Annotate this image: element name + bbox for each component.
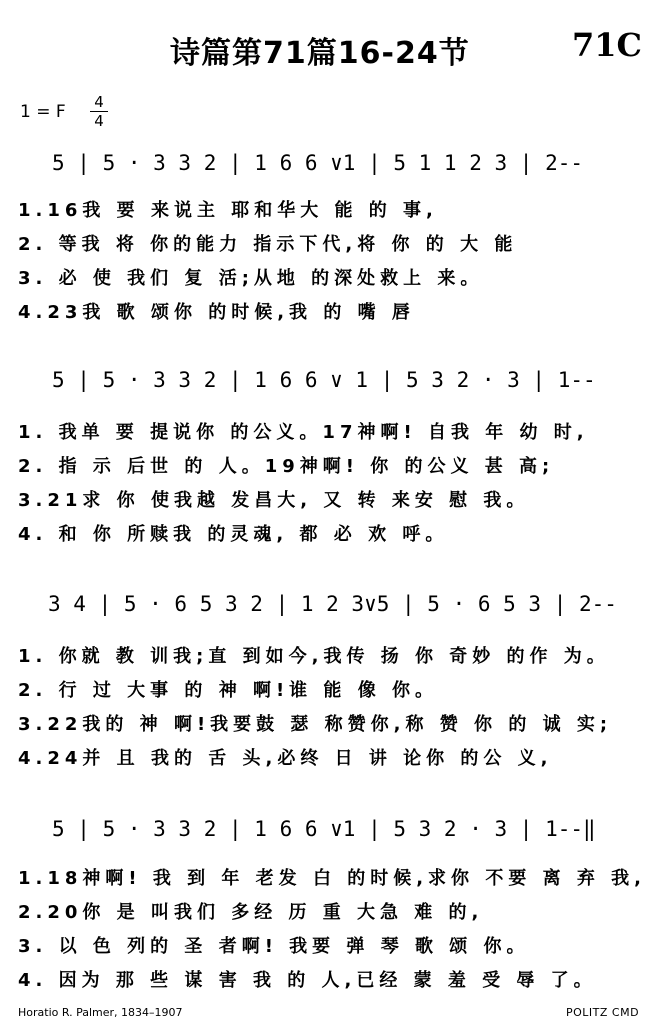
publisher-credit: POLITZ CMD: [566, 1006, 640, 1019]
key-signature: 1 = F: [20, 102, 66, 122]
lyric-line-3-1: 1. 你就 教 训我;直 到如今,我传 扬 你 奇妙 的作 为。: [18, 646, 610, 667]
lyric-line-4-2: 2.20你 是 叫我们 多经 历 重 大急 难 的,: [18, 902, 484, 923]
lyric-line-2-2: 2. 指 示 后世 的 人。19神啊! 你 的公义 甚 高;: [18, 456, 555, 477]
lyric-line-1-1: 1.16我 要 来说主 耶和华大 能 的 事,: [18, 200, 438, 221]
lyric-line-4-4: 4. 因为 那 些 谋 害 我 的 人,已经 蒙 羞 受 辱 了。: [18, 970, 597, 991]
notation-line-1: 5 | 5 · 3 3 2 | 1 6 6 ∨1 | 5 1 1 2 3 | 2--: [52, 151, 584, 175]
lyric-line-2-3: 3.21求 你 使我越 发昌大, 又 转 来安 慰 我。: [18, 490, 530, 511]
lyric-line-4-1: 1.18神啊! 我 到 年 老发 白 的时候,求你 不要 离 弃 我,: [18, 868, 646, 889]
hymn-title: 诗篇第71篇16-24节: [170, 36, 470, 71]
lyric-line-3-4: 4.24并 且 我的 舌 头,必终 日 讲 论你 的公 义,: [18, 748, 553, 769]
time-signature-top: 4: [94, 93, 104, 111]
lyric-line-2-1: 1. 我单 要 提说你 的公义。17神啊! 自我 年 幼 时,: [18, 422, 589, 443]
lyric-line-2-4: 4. 和 你 所赎我 的灵魂, 都 必 欢 呼。: [18, 524, 449, 545]
lyric-line-1-3: 3. 必 使 我们 复 活;从地 的深处救上 来。: [18, 268, 484, 289]
lyric-line-4-3: 3. 以 色 列的 圣 者啊! 我要 弹 琴 歌 颂 你。: [18, 936, 530, 957]
hymn-number: 71C: [572, 26, 642, 64]
lyric-line-1-2: 2. 等我 将 你的能力 指示下代,将 你 的 大 能: [18, 234, 518, 255]
notation-line-2: 5 | 5 · 3 3 2 | 1 6 6 ∨ 1 | 5 3 2 · 3 | 1--: [52, 368, 596, 392]
notation-line-4: 5 | 5 · 3 3 2 | 1 6 6 ∨1 | 5 3 2 · 3 | 1--‖: [52, 817, 596, 841]
notation-line-3: 3 4 | 5 · 6 5 3 2 | 1 2 3∨5 | 5 · 6 5 3 | 2--: [48, 592, 617, 616]
lyric-line-3-3: 3.22我的 神 啊!我要鼓 瑟 称赞你,称 赞 你 的 诚 实;: [18, 714, 613, 735]
lyric-line-3-2: 2. 行 过 大事 的 神 啊!谁 能 像 你。: [18, 680, 438, 701]
lyric-line-1-4: 4.23我 歌 颂你 的时候,我 的 嘴 唇: [18, 302, 415, 323]
author-credit: Horatio R. Palmer, 1834–1907: [18, 1006, 183, 1019]
time-signature: [90, 94, 108, 129]
time-signature-bottom: 4: [94, 112, 104, 130]
